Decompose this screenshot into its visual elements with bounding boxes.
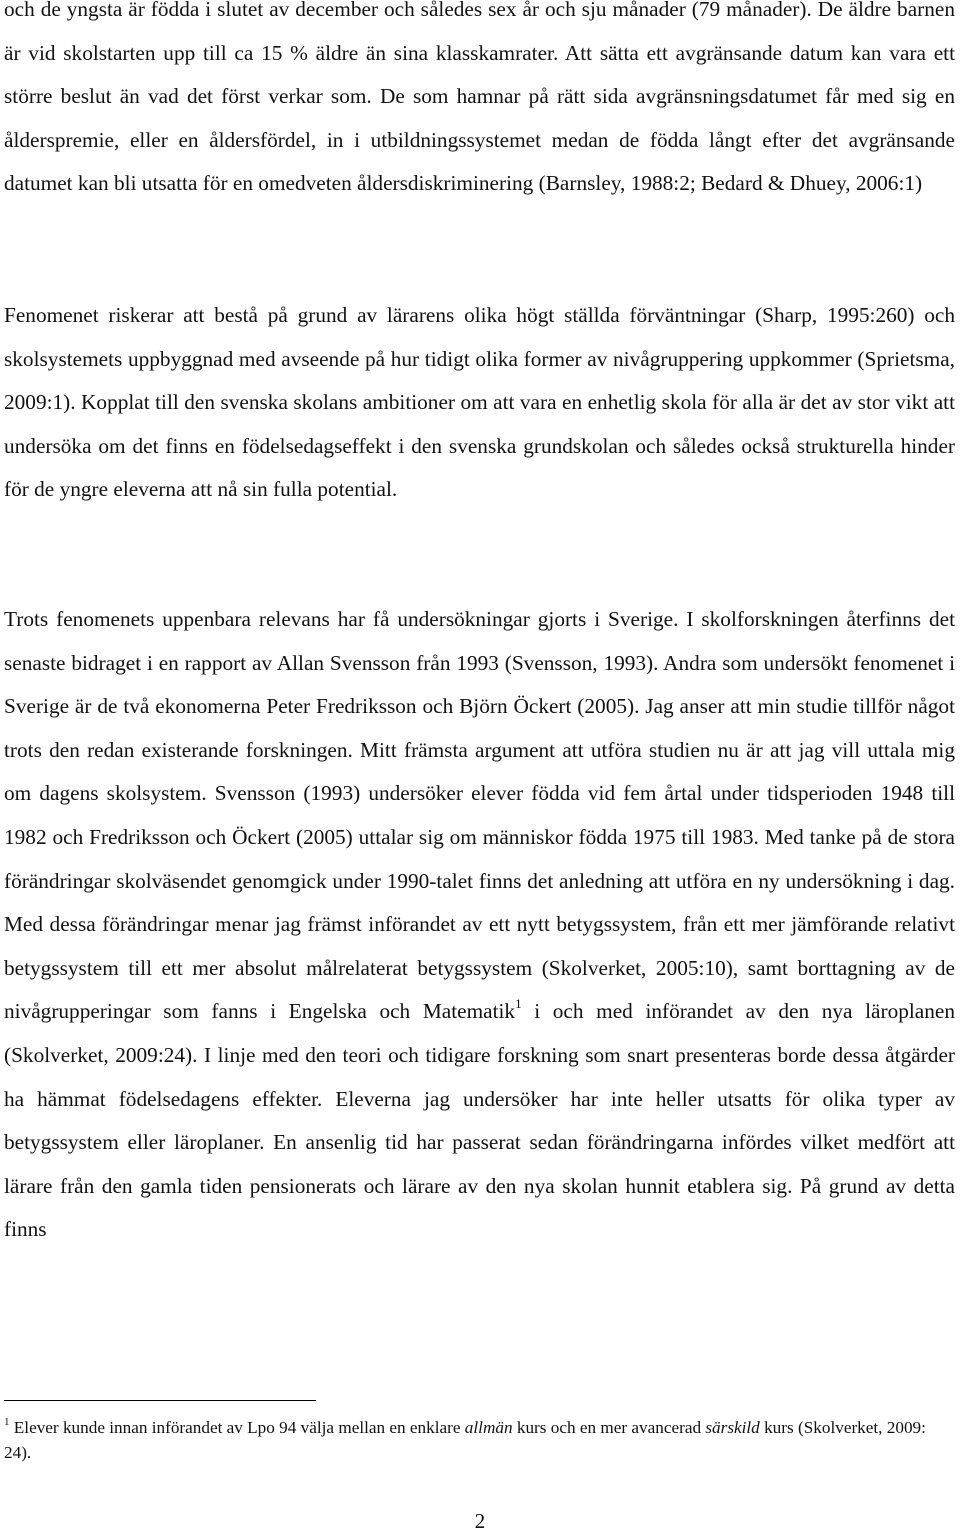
footnote [4, 1415, 955, 1465]
footnote-text-part-2: kurs och en mer avancerad [512, 1418, 706, 1437]
paragraph-1 [4, 0, 955, 206]
footnote-reference: 1 [515, 996, 522, 1012]
paragraph-3 [4, 598, 955, 1252]
footnote-italic-sarskild: särskild [705, 1418, 760, 1437]
footnote-text-part-3: kurs (Skolverket, 2009: 24). [4, 1418, 926, 1462]
footnote-text-part-1: Elever kunde innan införandet av Lpo 94 välja mellan en enklare [9, 1418, 465, 1437]
paragraph-3-text-part-2: i och med införandet av den nya läroplanen (Skolverket, 2009:24). I linje med den teori och tidigare forskning som snart presenteras borde dessa åtgärder ha hämmat födelsedagens effekter. Eleverna jag undersöker har inte heller utsatts för olika typer av betygssystem eller läroplaner. En ansenlig tid har passerat sedan förändringarna infördes vilket medfört att lärare från den gamla tiden pensionerats och lärare av den nya skolan hunnit etablera sig. På grund av detta finns [4, 999, 955, 1242]
paragraph-3-text-part-1: Trots fenomenets uppenbara relevans har få undersökningar gjorts i Sverige. I skolforskningen återfinns det senaste bidraget i en rapport av Allan Svensson från 1993 (Svensson, 1993). Andra som undersökt fenomenet i Sverige är de två ekonomerna Peter Fredriksson och Björn Öckert (2005). Jag anser att min studie tillför något trots den redan existerande forskningen. Mitt främsta argument att utföra studien nu är att jag vill uttala mig om dagens skolsystem. Svensson (1993) undersöker elever födda vid fem årtal under tidsperioden 1948 till 1982 och Fredriksson och Öckert (2005) uttalar sig om människor födda 1975 till 1983. Med tanke på de stora förändringar skolväsendet genomgick under 1990-talet finns det anledning att utföra en ny undersökning i dag. Med dessa förändringar menar jag främst införandet av ett nytt betygssystem, från ett mer jämförande relativt betygssystem till ett mer absolut målrelaterat betygssystem (Skolverket, 2005:10), samt borttagning av de nivågrupperingar som fanns i Engelska och Matematik [4, 607, 955, 1024]
paragraph-1-text: och de yngsta är födda i slutet av december och således sex år och sju månader (79 månader). De äldre barnen är vid skolstarten upp till ca 15 % äldre än sina klasskamrater. Att sätta ett avgränsande datum kan vara ett större beslut än vad det först verkar som. De som hamnar på rätt sida avgränsningsdatumet får med sig en ålderspremie, eller en åldersfördel, in i utbildningssystemet medan de födda långt efter det avgränsande datumet kan bli utsatta för en omedveten åldersdiskriminering (Barnsley, 1988:2; Bedard & Dhuey, 2006:1) [4, 0, 955, 196]
footnote-italic-allman: allmän [464, 1418, 513, 1437]
paragraph-2 [4, 294, 955, 512]
footnote-marker: 1 [4, 1416, 10, 1429]
footnote-separator [4, 1400, 316, 1401]
paragraph-2-text: Fenomenet riskerar att bestå på grund av lärarens olika högt ställda förväntningar (Sharp, 1995:260) och skolsystemets uppbyggnad med avseende på hur tidigt olika former av nivågruppering uppkommer (Sprietsma, 2009:1). Kopplat till den svenska skolans ambitioner om att vara en enhetlig skola för alla är det av stor vikt att undersöka om det finns en födelsedagseffekt i den svenska grundskolan och således också strukturella hinder för de yngre eleverna att nå sin fulla potential. [4, 303, 955, 502]
page-number: 2 [474, 1509, 486, 1533]
